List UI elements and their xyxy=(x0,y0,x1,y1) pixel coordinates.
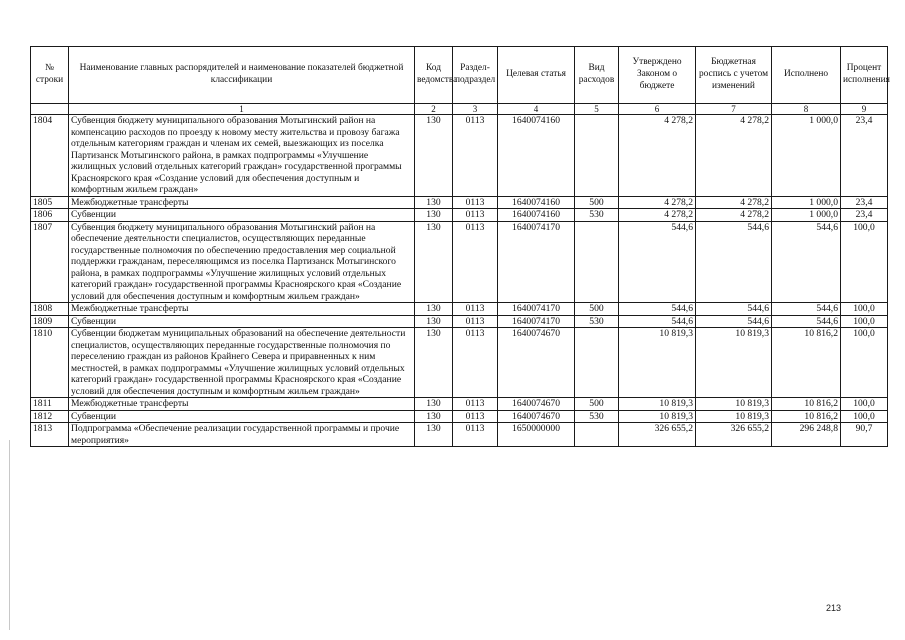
column-number: 3 xyxy=(453,104,498,115)
page-number: 213 xyxy=(826,603,842,613)
header-row-no: № строки xyxy=(31,47,69,104)
row-budget: 544,6 xyxy=(696,221,772,303)
row-name: Межбюджетные трансферты xyxy=(69,398,415,411)
header-target: Целевая статья xyxy=(498,47,575,104)
scan-margin-line xyxy=(9,440,10,630)
row-executed: 296 248,8 xyxy=(772,423,841,447)
header-dept-code: Код ведомства xyxy=(415,47,453,104)
row-number: 1807 xyxy=(31,221,69,303)
table-row xyxy=(31,328,888,398)
row-number: 1812 xyxy=(31,410,69,423)
row-budget: 10 819,3 xyxy=(696,410,772,423)
row-number: 1813 xyxy=(31,423,69,447)
row-executed: 10 816,2 xyxy=(772,398,841,411)
row-expense-type: 500 xyxy=(575,303,619,316)
row-budget: 326 655,2 xyxy=(696,423,772,447)
row-section: 0113 xyxy=(453,328,498,398)
budget-table xyxy=(30,46,888,447)
row-name: Межбюджетные трансферты xyxy=(69,196,415,209)
row-percent: 23,4 xyxy=(841,196,888,209)
budget-sheet xyxy=(30,46,890,447)
row-executed: 1 000,0 xyxy=(772,209,841,222)
row-target: 1640074160 xyxy=(498,209,575,222)
header-expense-type: Вид расходов xyxy=(575,47,619,104)
table-row xyxy=(31,398,888,411)
row-budget: 544,6 xyxy=(696,303,772,316)
row-name: Межбюджетные трансферты xyxy=(69,303,415,316)
column-number: 1 xyxy=(69,104,415,115)
table-row xyxy=(31,221,888,303)
row-section: 0113 xyxy=(453,303,498,316)
column-number: 8 xyxy=(772,104,841,115)
row-percent: 100,0 xyxy=(841,398,888,411)
row-number: 1806 xyxy=(31,209,69,222)
row-expense-type xyxy=(575,115,619,197)
row-percent: 100,0 xyxy=(841,303,888,316)
row-number: 1804 xyxy=(31,115,69,197)
row-number: 1811 xyxy=(31,398,69,411)
row-executed: 10 816,2 xyxy=(772,328,841,398)
row-percent: 90,7 xyxy=(841,423,888,447)
table-row xyxy=(31,115,888,197)
row-expense-type: 530 xyxy=(575,209,619,222)
row-approved: 544,6 xyxy=(619,303,696,316)
row-percent: 100,0 xyxy=(841,328,888,398)
row-number: 1809 xyxy=(31,315,69,328)
row-executed: 10 816,2 xyxy=(772,410,841,423)
row-dept-code: 130 xyxy=(415,423,453,447)
row-expense-type: 530 xyxy=(575,315,619,328)
table-row xyxy=(31,423,888,447)
table-row xyxy=(31,410,888,423)
row-percent: 23,4 xyxy=(841,115,888,197)
row-section: 0113 xyxy=(453,209,498,222)
row-section: 0113 xyxy=(453,315,498,328)
row-name: Субвенции xyxy=(69,209,415,222)
row-expense-type: 530 xyxy=(575,410,619,423)
row-number: 1808 xyxy=(31,303,69,316)
row-name: Субвенции xyxy=(69,410,415,423)
column-number: 5 xyxy=(575,104,619,115)
row-approved: 10 819,3 xyxy=(619,398,696,411)
row-executed: 1 000,0 xyxy=(772,115,841,197)
header-executed: Исполнено xyxy=(772,47,841,104)
row-budget: 4 278,2 xyxy=(696,196,772,209)
row-name: Субвенция бюджету муниципального образования Мотыгинский район на обеспечение деятельности специалистов, осуществляющих переданные государственные полномочия по обеспечению предоставления мер социальной поддержки гражданам, переселяющимся из поселка Партизанск Мотыгинского района, в рамках подпрограммы «Улучшение жилищных условий отдельных категорий граждан» государственной программы Красноярского края «Создание условий для обеспечения доступным и комфортным жильем граждан» xyxy=(69,221,415,303)
header-name: Наименование главных распорядителей и наименование показателей бюджетной классификации xyxy=(69,47,415,104)
row-dept-code: 130 xyxy=(415,410,453,423)
table-header-row xyxy=(31,47,888,104)
table-row xyxy=(31,196,888,209)
row-approved: 4 278,2 xyxy=(619,115,696,197)
row-dept-code: 130 xyxy=(415,221,453,303)
row-expense-type: 500 xyxy=(575,398,619,411)
row-target: 1640074670 xyxy=(498,410,575,423)
row-approved: 544,6 xyxy=(619,315,696,328)
header-percent: Процент исполнения xyxy=(841,47,888,104)
row-number: 1805 xyxy=(31,196,69,209)
row-budget: 4 278,2 xyxy=(696,115,772,197)
row-approved: 10 819,3 xyxy=(619,410,696,423)
column-number xyxy=(31,104,69,115)
column-number: 6 xyxy=(619,104,696,115)
row-name: Подпрограмма «Обеспечение реализации государственной программы и прочие мероприятия» xyxy=(69,423,415,447)
row-name: Субвенции xyxy=(69,315,415,328)
row-expense-type: 500 xyxy=(575,196,619,209)
row-expense-type xyxy=(575,423,619,447)
row-executed: 544,6 xyxy=(772,303,841,316)
row-approved: 544,6 xyxy=(619,221,696,303)
column-number-row xyxy=(31,104,888,115)
column-number: 4 xyxy=(498,104,575,115)
header-section: Раздел-подраздел xyxy=(453,47,498,104)
row-expense-type xyxy=(575,221,619,303)
row-dept-code: 130 xyxy=(415,209,453,222)
row-section: 0113 xyxy=(453,196,498,209)
row-name: Субвенция бюджету муниципального образования Мотыгинский район на компенсацию расходов по проезду к новому месту жительства и провозу багажа отдельным категориям граждан и членам их семей, выезжающих из поселка Партизанск Мотыгинского района, в рамках подпрограммы «Улучшение жилищных условий отдельных категорий граждан» государственной программы Красноярского края «Создание условий для обеспечения доступным и комфортным жильем граждан» xyxy=(69,115,415,197)
row-dept-code: 130 xyxy=(415,303,453,316)
row-dept-code: 130 xyxy=(415,115,453,197)
header-budget-list: Бюджетная роспись с учетом изменений xyxy=(696,47,772,104)
column-number: 2 xyxy=(415,104,453,115)
row-target: 1640074670 xyxy=(498,398,575,411)
header-approved: Утверждено Законом о бюджете xyxy=(619,47,696,104)
row-target: 1640074160 xyxy=(498,115,575,197)
row-dept-code: 130 xyxy=(415,398,453,411)
table-row xyxy=(31,315,888,328)
row-executed: 1 000,0 xyxy=(772,196,841,209)
row-approved: 4 278,2 xyxy=(619,209,696,222)
row-dept-code: 130 xyxy=(415,328,453,398)
row-dept-code: 130 xyxy=(415,315,453,328)
table-row xyxy=(31,209,888,222)
row-budget: 4 278,2 xyxy=(696,209,772,222)
row-target: 1640074170 xyxy=(498,221,575,303)
row-name: Субвенции бюджетам муниципальных образований на обеспечение деятельности специалистов, осуществляющих переданные государственные полномочия по переселению граждан из районов Крайнего Севера и приравненных к ним местностей, в рамках подпрограммы «Улучшение жилищных условий отдельных категорий граждан» государственной программы Красноярского края «Создание условий для обеспечения доступным и комфортным жильем граждан» xyxy=(69,328,415,398)
row-budget: 10 819,3 xyxy=(696,328,772,398)
row-target: 1640074170 xyxy=(498,303,575,316)
row-percent: 23,4 xyxy=(841,209,888,222)
row-section: 0113 xyxy=(453,115,498,197)
row-number: 1810 xyxy=(31,328,69,398)
row-target: 1640074170 xyxy=(498,315,575,328)
row-section: 0113 xyxy=(453,423,498,447)
row-section: 0113 xyxy=(453,221,498,303)
row-expense-type xyxy=(575,328,619,398)
table-row xyxy=(31,303,888,316)
row-percent: 100,0 xyxy=(841,315,888,328)
row-target: 1650000000 xyxy=(498,423,575,447)
row-approved: 326 655,2 xyxy=(619,423,696,447)
row-approved: 4 278,2 xyxy=(619,196,696,209)
row-target: 1640074160 xyxy=(498,196,575,209)
row-percent: 100,0 xyxy=(841,410,888,423)
column-number: 9 xyxy=(841,104,888,115)
row-section: 0113 xyxy=(453,410,498,423)
row-executed: 544,6 xyxy=(772,315,841,328)
row-target: 1640074670 xyxy=(498,328,575,398)
row-budget: 544,6 xyxy=(696,315,772,328)
row-percent: 100,0 xyxy=(841,221,888,303)
row-approved: 10 819,3 xyxy=(619,328,696,398)
row-budget: 10 819,3 xyxy=(696,398,772,411)
row-executed: 544,6 xyxy=(772,221,841,303)
column-number: 7 xyxy=(696,104,772,115)
row-section: 0113 xyxy=(453,398,498,411)
row-dept-code: 130 xyxy=(415,196,453,209)
